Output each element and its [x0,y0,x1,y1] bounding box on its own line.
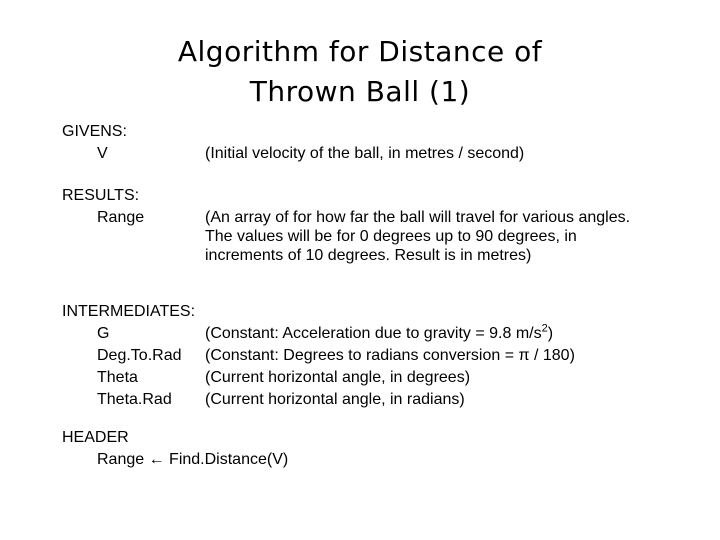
results-desc: (An array of for how far the ball will travel for various angles. The values will be for 0 degrees up to 90 degrees, in increments of 10 degrees. Result is in metres) [205,209,631,264]
givens-name: V [97,145,108,162]
intermediates-heading: INTERMEDIATES: [62,303,196,320]
g-desc-prefix: (Constant: Acceleration due to gravity = 9.8 m/s [205,325,542,342]
intermediate-name-thetarad: Theta.Rad [97,391,172,408]
title-line-2: Thrown Ball (1) [249,75,471,108]
intermediate-name-g: G [97,325,110,342]
intermediate-desc-g [205,324,553,344]
intermediate-name-degtorad: Deg.To.Rad [97,347,182,364]
results-heading: RESULTS: [62,187,140,204]
header-heading: HEADER [62,429,129,446]
results-name: Range [97,209,145,226]
givens-desc: (Initial velocity of the ball, in metres / second) [205,145,525,162]
intermediate-desc-thetarad: (Current horizontal angle, in radians) [205,391,465,408]
intermediate-name-theta: Theta [97,369,138,386]
header-signature: Range ← Find.Distance(V) [97,451,289,468]
intermediate-desc-degtorad: (Constant: Degrees to radians conversion = π / 180) [205,347,575,364]
title-line-1: Algorithm for Distance of [177,35,543,68]
givens-heading: GIVENS: [62,123,127,140]
slide-title [0,32,720,112]
g-desc-exponent: 2 [541,322,548,335]
g-desc-suffix: ) [547,325,554,342]
intermediate-desc-theta: (Current horizontal angle, in degrees) [205,369,471,386]
